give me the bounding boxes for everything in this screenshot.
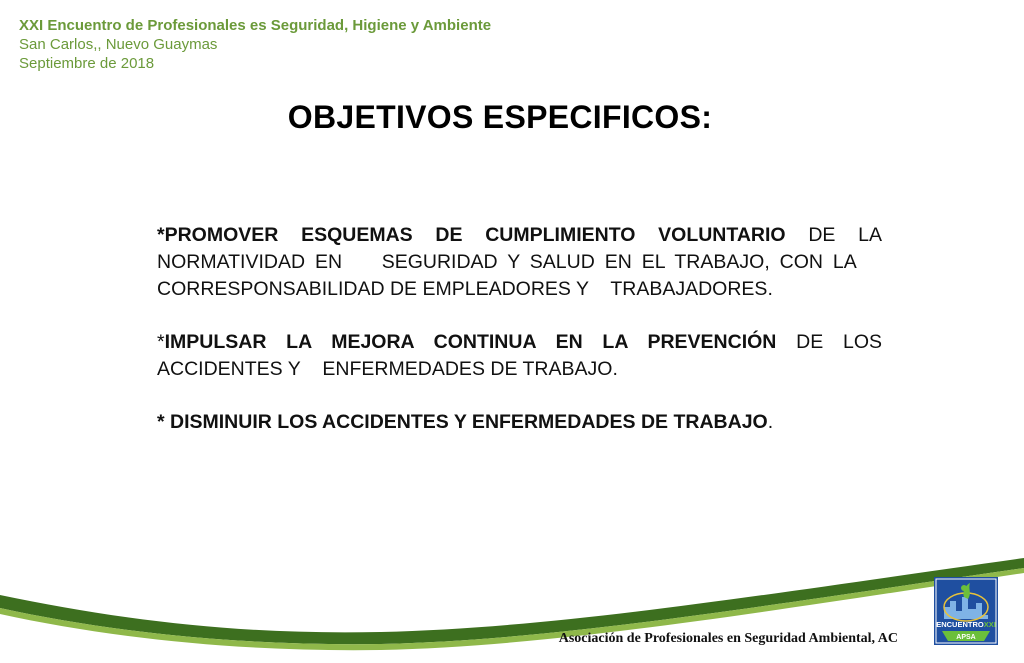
event-date: Septiembre de 2018 xyxy=(19,55,155,72)
objective-3-text: . xyxy=(767,411,774,433)
logo-text-num: XXI xyxy=(983,620,996,629)
svg-text:ENCUENTROXXI xyxy=(936,620,996,629)
slide-title: OBJETIVOS ESPECIFICOS: xyxy=(287,99,713,135)
objective-1-text: DE LA NORMATIVIDAD EN SEGURIDAD Y SALUD EN EL TRABAJO, CON LA CORRESPONSABILIDAD DE EMPLEADORES Y TRABAJADORES. xyxy=(157,224,882,300)
objective-paragraph-2 xyxy=(157,329,882,383)
logo-text-bottom: APSA xyxy=(956,634,976,641)
slide-header xyxy=(19,16,491,73)
objective-1-bold: *PROMOVER ESQUEMAS DE CUMPLIMIENTO VOLUNTARIO xyxy=(157,224,786,246)
event-location: San Carlos,, Nuevo Guaymas xyxy=(19,36,218,53)
objective-2-text: DE LOS ACCIDENTES Y ENFERMEDADES DE TRABAJO. xyxy=(157,331,882,380)
objective-paragraph-1 xyxy=(157,222,882,303)
apsa-logo xyxy=(934,577,998,645)
objectives-body xyxy=(157,222,882,462)
objective-paragraph-3 xyxy=(157,409,882,436)
objective-2-prefix: * xyxy=(157,331,165,353)
logo-text-top: ENCUENTRO xyxy=(936,620,984,629)
objective-3-bold: * DISMINUIR LOS ACCIDENTES Y ENFERMEDADES DE TRABAJO xyxy=(157,411,768,433)
event-name: XXI Encuentro de Profesionales es Seguridad, Higiene y Ambiente xyxy=(19,17,492,34)
objective-2-bold: IMPULSAR LA MEJORA CONTINUA EN LA PREVENCIÓN xyxy=(164,331,777,353)
footer-organization: Asociación de Profesionales en Seguridad Ambiental, AC xyxy=(558,631,898,646)
